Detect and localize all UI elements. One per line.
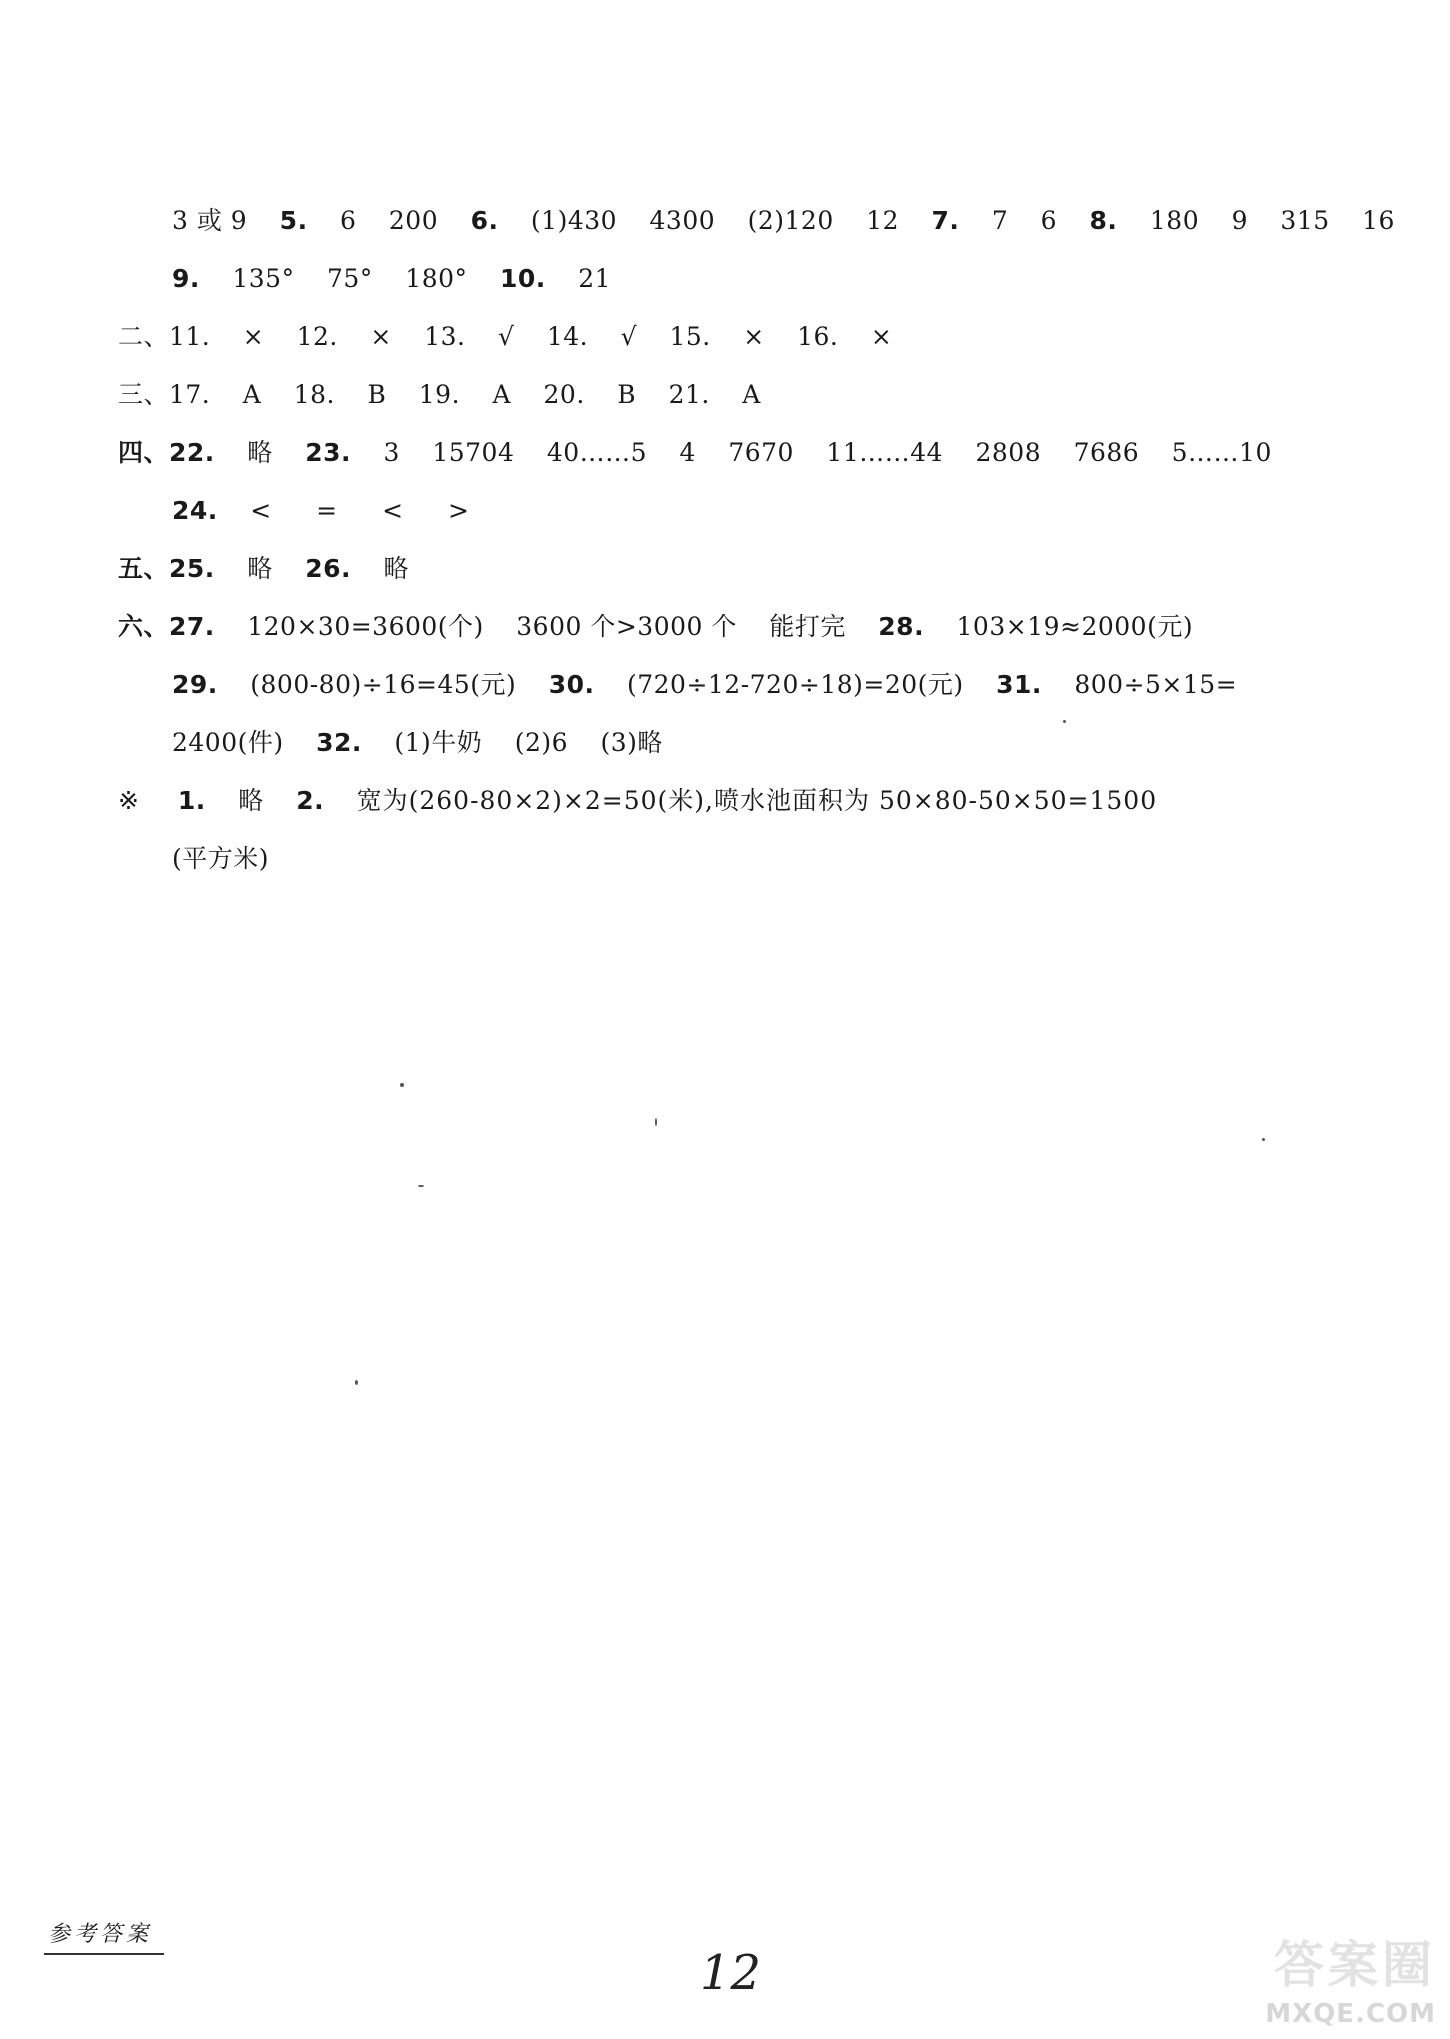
answer-text: 12	[866, 206, 899, 235]
watermark-url: MXQE.COM	[1265, 1999, 1436, 2029]
answer-text: 6	[1040, 206, 1058, 235]
section-label: 六、27.	[118, 612, 215, 641]
question-number: 26.	[305, 554, 352, 583]
answer-text: A	[242, 380, 262, 409]
answer-text: 75°	[327, 264, 373, 293]
answer-text: 12.	[296, 322, 338, 351]
answer-text: 7686	[1073, 438, 1140, 467]
answer-line-1	[172, 206, 1395, 236]
footer-rule	[44, 1953, 164, 1955]
page-number: 12	[700, 1945, 762, 2001]
answer-text: (2)120	[747, 206, 834, 235]
answer-text: ×	[870, 322, 893, 351]
answer-text: 15.	[669, 322, 711, 351]
question-number: 9.	[172, 264, 200, 293]
scan-speck	[400, 1083, 404, 1087]
answer-text: 7	[991, 206, 1009, 235]
answer-text: 13.	[424, 322, 466, 351]
answer-text: 40……5	[546, 438, 648, 467]
answer-text: ×	[370, 322, 392, 351]
answer-text: 15704	[432, 438, 515, 467]
answer-text: 略	[238, 786, 264, 815]
answer-text: 略	[383, 554, 409, 583]
answer-text: 14.	[546, 322, 589, 351]
answer-text: A	[742, 380, 761, 409]
answer-text: B	[617, 380, 637, 409]
answer-text: 120×30=3600(个)	[247, 612, 484, 641]
answer-text: 略	[247, 438, 273, 467]
scan-speck	[1063, 720, 1066, 723]
answer-text: 16.	[797, 322, 839, 351]
answer-line-4	[118, 380, 761, 410]
answer-text: =	[316, 496, 338, 525]
scan-speck	[355, 1380, 358, 1385]
scan-speck	[418, 1185, 424, 1187]
question-number: 10.	[499, 264, 546, 293]
question-number: 1.	[177, 786, 206, 815]
question-number: 29.	[172, 670, 218, 699]
answer-text: (720÷12-720÷18)=20(元)	[626, 670, 964, 699]
answer-text: 2808	[975, 438, 1042, 467]
answer-text: 宽为(260-80×2)×2=50(米),喷水池面积为 50×80-50×50=1500	[356, 786, 1158, 815]
question-number: 31.	[996, 670, 1042, 699]
answer-line-2	[172, 264, 611, 294]
answer-text: ×	[743, 322, 765, 351]
answer-text: 19.	[418, 380, 461, 409]
question-number: 5.	[279, 206, 308, 235]
question-number: 23.	[305, 438, 352, 467]
bonus-marker: ※	[118, 786, 140, 815]
answer-line-5	[118, 438, 1272, 468]
answer-text: 3	[383, 438, 400, 467]
answer-text: >	[447, 496, 470, 525]
answer-text: 4	[679, 438, 696, 467]
answer-text: <	[382, 496, 404, 525]
answer-text: 800÷5×15=	[1074, 670, 1238, 699]
scan-speck	[655, 1118, 657, 1126]
answer-text: B	[367, 380, 387, 409]
answer-text: √	[497, 322, 515, 351]
answer-line-3	[118, 322, 892, 352]
answer-line-12	[172, 844, 269, 874]
answer-text: (3)略	[600, 728, 663, 757]
answer-text: 9	[1231, 206, 1248, 235]
question-number: 6.	[470, 206, 499, 235]
answer-text: (2)6	[514, 728, 569, 757]
question-number: 24.	[172, 496, 218, 525]
answer-text: 135°	[232, 264, 295, 293]
answer-text: 103×19≈2000(元)	[956, 612, 1194, 641]
answer-text: 315	[1280, 206, 1330, 235]
answer-text: 200	[388, 206, 439, 235]
question-number: 8.	[1089, 206, 1118, 235]
answer-text: (平方米)	[172, 844, 270, 873]
answer-line-9	[172, 670, 1237, 700]
answer-line-6	[172, 496, 469, 526]
answer-text: 20.	[543, 380, 585, 409]
answer-text: 3600 个>3000 个	[516, 612, 737, 641]
answer-text: A	[492, 380, 512, 409]
question-number: 32.	[316, 728, 362, 757]
question-number: 30.	[548, 670, 595, 699]
answer-text: <	[250, 496, 272, 525]
footer-label: 参考答案	[48, 1922, 153, 1947]
answer-line-10	[172, 728, 663, 758]
answer-text: 16	[1362, 206, 1395, 235]
answer-text: 18.	[293, 380, 335, 409]
answer-text: √	[620, 322, 638, 351]
answer-text: (1)牛奶	[394, 728, 483, 757]
answer-line-8	[118, 612, 1193, 642]
answer-line-11	[118, 786, 1157, 816]
scan-speck	[1262, 1138, 1265, 1141]
section-label: 五、25.	[118, 554, 215, 583]
watermark-brand: 答案圈	[1274, 1936, 1436, 1994]
answer-text: 180°	[405, 264, 468, 293]
answer-line-7	[118, 554, 409, 584]
answer-text: 5……10	[1171, 438, 1272, 467]
question-number: 28.	[878, 612, 925, 641]
answer-text: 6	[340, 206, 357, 235]
question-number: 2.	[296, 786, 325, 815]
answer-text: 4300	[649, 206, 716, 235]
answer-text: 2400(件)	[172, 728, 284, 757]
answer-text: 11……44	[826, 438, 944, 467]
answer-text: (1)430	[530, 206, 618, 235]
answer-text: 21	[578, 264, 612, 293]
section-label: 二、11.	[118, 322, 211, 351]
answer-text: 7670	[728, 438, 794, 467]
question-number: 7.	[931, 206, 960, 235]
answer-text: 能打完	[769, 612, 846, 641]
answer-text: 略	[247, 554, 273, 583]
answer-text: 3 或 9	[172, 206, 248, 235]
answer-text: 180	[1149, 206, 1200, 235]
answer-text: 21.	[668, 380, 710, 409]
answer-text: ×	[242, 322, 265, 351]
section-label: 三、17.	[118, 380, 211, 409]
section-label: 四、22.	[118, 438, 215, 467]
answer-text: (800-80)÷16=45(元)	[250, 670, 517, 699]
